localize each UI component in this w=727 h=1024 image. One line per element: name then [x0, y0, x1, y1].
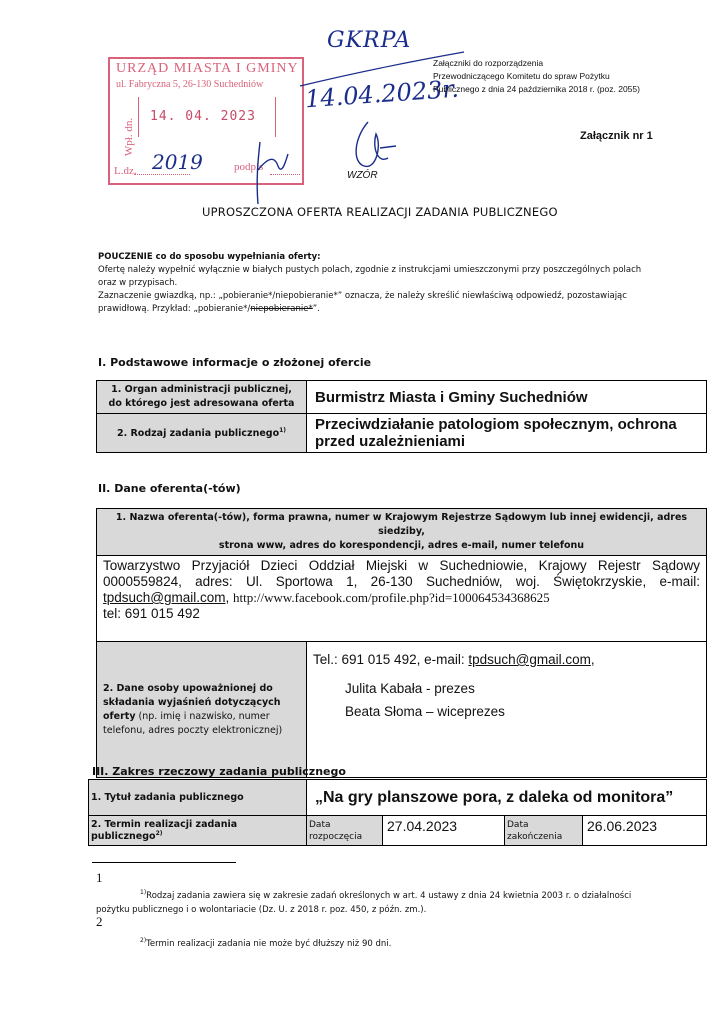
footnote-ref: 1)	[279, 427, 287, 435]
contact-email-tail: ,	[590, 652, 595, 667]
stamp-received-date: 14. 04. 2023	[150, 109, 256, 124]
offeror-details-line: Towarzystwo Przyjaciół Dzieci Oddział Miejski w Suchedniowie, Krajowy Rejestr Sądowy	[103, 558, 700, 573]
task-type-label	[97, 414, 307, 453]
stamp-ldz-label: L.dz.	[114, 165, 137, 177]
stamp-received-label: Wpł. dn.	[123, 117, 136, 157]
footnote-separator	[92, 862, 236, 863]
footnote-2	[140, 934, 391, 951]
start-date-label-line: rozpoczęcia	[309, 831, 363, 842]
instructions-line	[98, 303, 658, 316]
section3-table	[88, 779, 707, 846]
contact-person-1: Julita Kabała - prezes	[345, 681, 475, 696]
offeror-email-link[interactable]: tpdsuch@gmail.com	[103, 590, 226, 605]
instructions-example-strike: niepobieranie*	[250, 304, 313, 314]
contact-person-label	[97, 642, 307, 778]
handwritten-date: 14.04.2023r.	[304, 74, 460, 114]
attachment-number: Załącznik nr 1	[580, 130, 653, 142]
organ-label	[97, 381, 307, 414]
footnote-1-text: Rodzaj zadania zawiera się w zakresie zadań określonych w art. 4 ustawy z dnia 24 kwietnia 2003 r. o działalności	[146, 890, 632, 901]
offeror-details	[97, 556, 707, 642]
contact-label-line: składania wyjaśnień dotyczących	[103, 696, 281, 708]
end-date-label	[505, 816, 583, 846]
offeror-phone: tel: 691 015 492	[103, 606, 200, 621]
attachment-note	[433, 57, 640, 96]
stamp-office-name: URZĄD MIASTA I GMINY	[116, 61, 299, 76]
offeror-label-line: 1. Nazwa oferenta(-tów), forma prawna, numer w Krajowym Rejestrze Sądowym lub innej ewidencji, adres siedziby,	[115, 512, 688, 537]
footnote-1-mark: 1)	[140, 889, 147, 896]
offeror-website-link[interactable]: http://www.facebook.com/profile.php?id=100064534368625	[233, 590, 550, 605]
footnote-2-text: Termin realizacji zadania nie może być dłuższy niż 90 dni.	[146, 938, 392, 949]
instructions-example-suffix: ”.	[312, 304, 320, 314]
start-date-value: 27.04.2023	[383, 816, 505, 846]
footnote-1-line: pożytku publicznego i o wolontariacie (Dz. U. z 2018 r. poz. 450, z późn. zm.).	[96, 904, 427, 915]
task-deadline-label	[89, 816, 307, 846]
start-date-label-line: Data	[309, 819, 331, 830]
footnote-1	[96, 886, 656, 917]
task-type-value	[307, 414, 707, 453]
contact-label-line: 2. Dane osoby upoważnionej do	[103, 682, 273, 694]
instructions-line: Zaznaczenie gwiazdką, np.: „pobieranie*/niepobieranie*” oznacza, że należy skreślić niewłaściwą odpowiedź, pozostawiając	[98, 291, 627, 301]
document-title: UPROSZCZONA OFERTA REALIZACJI ZADANIA PUBLICZNEGO	[202, 205, 558, 219]
offeror-label	[97, 509, 707, 556]
contact-label-normal: (np. imię i nazwisko, numer	[135, 710, 270, 722]
section2-table	[96, 508, 707, 778]
offeror-details-line: 0000559824, adres: Ul. Sportowa 1, 26-130 Suchedniów, woj. Świętokrzyskie, e-mail:	[103, 574, 700, 589]
section1-heading: I. Podstawowe informacje o złożonej ofercie	[98, 356, 372, 369]
start-date-label	[307, 816, 383, 846]
attachment-note-line: Publicznego z dnia 24 października 2018 r. (poz. 2055)	[433, 84, 640, 94]
stamp-address: ul. Fabryczna 5, 26-130 Suchedniów	[116, 79, 264, 90]
contact-label-line: telefonu, adres poczty elektronicznej)	[103, 724, 283, 736]
end-date-value: 26.06.2023	[583, 816, 707, 846]
contact-tel: Tel.: 691 015 492, e-mail:	[313, 652, 469, 667]
task-type-value-line: przed uzależnieniami	[315, 433, 466, 450]
task-title-label: 1. Tytuł zadania publicznego	[89, 780, 307, 816]
instructions	[98, 251, 658, 316]
end-date-label-line: Data	[507, 819, 529, 830]
footnote-1-line	[96, 886, 656, 903]
handwritten-initials: GKRPA	[327, 28, 412, 53]
stamp-signature-scribble	[252, 140, 292, 210]
organ-value: Burmistrz Miasta i Gminy Suchedniów	[307, 381, 707, 414]
instructions-line: Ofertę należy wypełnić wyłącznie w białych pustych polach, zgodnie z instrukcjami umieszczonymi przy poszczególnych polach	[98, 265, 642, 275]
attachment-note-line: Załączniki do rozporządzenia	[433, 58, 544, 68]
footnote-ref: 2)	[155, 829, 163, 837]
section2-heading: II. Dane oferenta(-tów)	[98, 482, 241, 495]
organ-label-line: do którego jest adresowana oferta	[108, 398, 295, 409]
task-type-value-line: Przeciwdziałanie patologiom społecznym, ochrona	[315, 416, 677, 433]
instructions-heading: POUCZENIE co do sposobu wypełniania oferty:	[98, 252, 321, 262]
attachment-note-line: Przewodniczącego Komitetu do spraw Pożytku	[433, 71, 610, 81]
footnote-2-mark: 2)	[140, 937, 147, 944]
wzor-label: WZÓR	[347, 170, 378, 181]
task-title-value: „Na gry planszowe pora, z daleka od monitora”	[307, 780, 707, 816]
contact-person-2: Beata Słoma – wiceprezes	[345, 704, 505, 719]
contact-label-line	[103, 710, 300, 724]
section1-table	[96, 380, 707, 453]
instructions-line: oraz w przypisach.	[98, 278, 178, 288]
offeror-details-line: tpdsuch@gmail.com, http://www.facebook.com/profile.php?id=100064534368625	[103, 590, 550, 605]
end-date-label-line: zakończenia	[507, 831, 563, 842]
offeror-label-line: strona www, adres do korespondencji, adres e-mail, numer telefonu	[218, 540, 585, 551]
contact-email-link[interactable]: tpdsuch@gmail.com	[468, 652, 591, 667]
task-type-label-text: 2. Rodzaj zadania publicznego	[116, 428, 280, 440]
stamp-signature-label: podpis	[234, 161, 264, 173]
approver-signature	[348, 118, 400, 178]
organ-label-line: 1. Organ administracji publicznej,	[111, 384, 292, 395]
footnote-number-2: 2	[96, 914, 103, 929]
ldz-handwritten-number: 2019	[152, 150, 203, 174]
contact-person-value	[307, 642, 707, 778]
instructions-example-prefix: prawidłową. Przykład: „pobieranie*/	[98, 304, 251, 314]
contact-label-bold: oferty	[103, 710, 136, 722]
section3-heading: III. Zakres rzeczowy zadania publicznego	[92, 765, 346, 778]
task-deadline-label-text: 2. Termin realizacji zadania publicznego	[91, 818, 238, 843]
contact-tel-line	[313, 652, 700, 667]
footnote-number-1: 1	[96, 870, 103, 885]
